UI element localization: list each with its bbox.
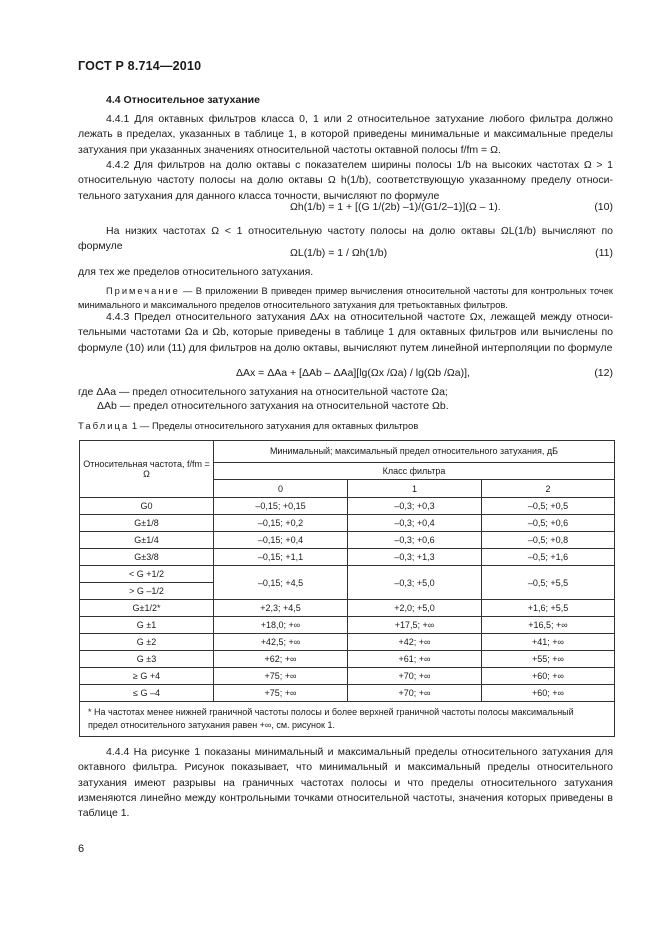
formula-12: ΔAx = ΔAa + [ΔAb – ΔAa][lg(Ωx /Ωa) / lg(Ωb /Ωa)], (236, 367, 470, 379)
freq-cell: G ±3 (80, 651, 214, 668)
table-footnote-row (80, 702, 615, 737)
value-cell: +62; +∞ (214, 651, 348, 668)
value-cell: +42,5; +∞ (214, 634, 348, 651)
formula-10-number: (10) (594, 201, 613, 213)
value-cell: +70; +∞ (348, 685, 482, 702)
value-cell: +70; +∞ (348, 668, 482, 685)
paragraph-4-4-2: 4.4.2 Для фильтров на долю октавы с показателем ширины полосы 1/b на высоких частотах Ω > 1 относительную частоту полосы на долю октавы Ω h(1/b), соответствующую указанному пределу относительного затухания для данного класса точности, вычисляют по формуле (78, 159, 613, 202)
value-cell: +42; +∞ (348, 634, 482, 651)
value-cell: +17,5; +∞ (348, 617, 482, 634)
value-cell: +61; +∞ (348, 651, 482, 668)
freq-cell: ≤ G –4 (80, 685, 214, 702)
value-cell: –0,15; +0,2 (214, 515, 348, 532)
value-cell: +75; +∞ (214, 685, 348, 702)
freq-cell: G0 (80, 498, 214, 515)
class-2-header: 2 (482, 480, 615, 498)
formula-11: ΩL(1/b) = 1 / Ωh(1/b) (290, 247, 388, 259)
freq-cell: G ±2 (80, 634, 214, 651)
table-row (80, 685, 615, 702)
note (78, 284, 613, 312)
freq-cell: G±1/2* (80, 600, 214, 617)
freq-cell: ≥ G +4 (80, 668, 214, 685)
attenuation-limits-table (79, 440, 615, 737)
formula-11-number: (11) (595, 247, 613, 259)
table-row (80, 634, 615, 651)
table-row (80, 617, 615, 634)
value-cell: –0,5; +0,8 (482, 532, 615, 549)
value-cell: –0,15; +1,1 (214, 549, 348, 566)
value-cell: –0,3; +0,6 (348, 532, 482, 549)
class-0-header: 0 (214, 480, 348, 498)
value-cell: –0,3; +0,4 (348, 515, 482, 532)
note-label: Примечание (106, 286, 180, 296)
value-cell: +16,5; +∞ (482, 617, 615, 634)
table-header-row (80, 441, 615, 463)
value-cell: –0,3; +5,0 (348, 566, 482, 600)
col-header-class: Класс фильтра (214, 462, 615, 480)
freq-cell: G±1/4 (80, 532, 214, 549)
paragraph-4-4-4: 4.4.4 На рисунке 1 показаны минимальный и максимальный пределы относительного затухания для октавного фильтра. Рисунок показывает, что минимальный и максимальный пределы относительного затухания имеют разрывы на граничных частотах полосы и что пределы относительного затухания изменяются линейно между контрольными точками относительной частоты, значения которых приведены в таблице 1. (78, 746, 613, 820)
value-cell: –0,15; +0,15 (214, 498, 348, 515)
note-text: — В приложении В приведен пример вычисления относительной частоты для контрольных точек минимального и максимального пределов относительного затухания для третьоктавных фильтров. (78, 286, 613, 310)
section-heading: 4.4 Относительное затухание (106, 94, 260, 106)
col-header-frequency: Относительная частота, f/fm = Ω (80, 441, 214, 498)
value-cell: –0,15; +4,5 (214, 566, 348, 600)
value-cell: +75; +∞ (214, 668, 348, 685)
formula-12-number: (12) (594, 367, 613, 379)
table-row (80, 498, 615, 515)
table-row (80, 600, 615, 617)
table-caption (78, 421, 418, 432)
table-row (80, 549, 615, 566)
value-cell: +1,6; +5,5 (482, 600, 615, 617)
freq-cell: < G +1/2 (80, 566, 214, 583)
value-cell: +60; +∞ (482, 685, 615, 702)
value-cell: –0,5; +5,5 (482, 566, 615, 600)
table-row (80, 515, 615, 532)
paragraph-low-frequency: На низких частотах Ω < 1 относительную частоту полосы на долю октавы ΩL(1/b) вычисляют по формуле (78, 225, 613, 253)
definition-delta-a-a: где ΔAa — предел относительного затухания на относительной частоте Ωa; (78, 386, 448, 398)
freq-cell: G±1/8 (80, 515, 214, 532)
value-cell: –0,5; +0,6 (482, 515, 615, 532)
value-cell: +41; +∞ (482, 634, 615, 651)
paragraph-4-4-1: 4.4.1 Для октавных фильтров класса 0, 1 или 2 относительное затухание любого фильтра должно лежать в пределах, указанных в таблице 1, в которой приведены минимальные и максимальные пределы затухания при указанных значениях относительной частоты октавной полосы f/fm = Ω. (78, 113, 613, 156)
definition-delta-a-b: ΔAb — предел относительного затухания на относительной частоте Ωb. (97, 400, 449, 412)
value-cell: +60; +∞ (482, 668, 615, 685)
table-row (80, 668, 615, 685)
value-cell: +2,0; +5,0 (348, 600, 482, 617)
table-row (80, 532, 615, 549)
page-number: 6 (78, 843, 85, 855)
value-cell: –0,15; +0,4 (214, 532, 348, 549)
paragraph-same-limits: для тех же пределов относительного затухания. (78, 266, 314, 278)
table-footnote: * На частотах менее нижней граничной частоты полосы и более верхней граничной частоты полосы максимальный предел относительного затухания равен +∞, см. рисунок 1. (80, 702, 615, 737)
class-1-header: 1 (348, 480, 482, 498)
value-cell: –0,5; +1,6 (482, 549, 615, 566)
standard-header: ГОСТ Р 8.714—2010 (78, 59, 202, 73)
value-cell: –0,3; +0,3 (348, 498, 482, 515)
table-caption-text: 1 — Пределы относительного затухания для октавных фильтров (129, 421, 419, 432)
table-row (80, 651, 615, 668)
value-cell: –0,3; +1,3 (348, 549, 482, 566)
table-caption-prefix: Таблица (78, 421, 130, 432)
value-cell: –0,5; +0,5 (482, 498, 615, 515)
paragraph-4-4-3: 4.4.3 Предел относительного затухания ΔAx на относительной частоте Ωx, лежащей между относительными частотами Ωa и Ωb, которые приведены в таблице 1 для октавных фильтров или вычислены по формуле (10) или (11) для фильтров на долю октавы, вычисляют путем линейной интерполяции по формуле (78, 311, 613, 354)
freq-cell: G ±1 (80, 617, 214, 634)
freq-cell: > G –1/2 (80, 583, 214, 600)
value-cell: +55; +∞ (482, 651, 615, 668)
formula-10: Ωh(1/b) = 1 + [(G 1/(2b) –1)/(G1/2–1)](Ω – 1). (290, 201, 501, 213)
value-cell: +2,3; +4,5 (214, 600, 348, 617)
table-row (80, 566, 615, 583)
col-header-limits: Минимальный; максимальный предел относительного затухания, дБ (214, 441, 615, 463)
value-cell: +18,0; +∞ (214, 617, 348, 634)
freq-cell: G±3/8 (80, 549, 214, 566)
